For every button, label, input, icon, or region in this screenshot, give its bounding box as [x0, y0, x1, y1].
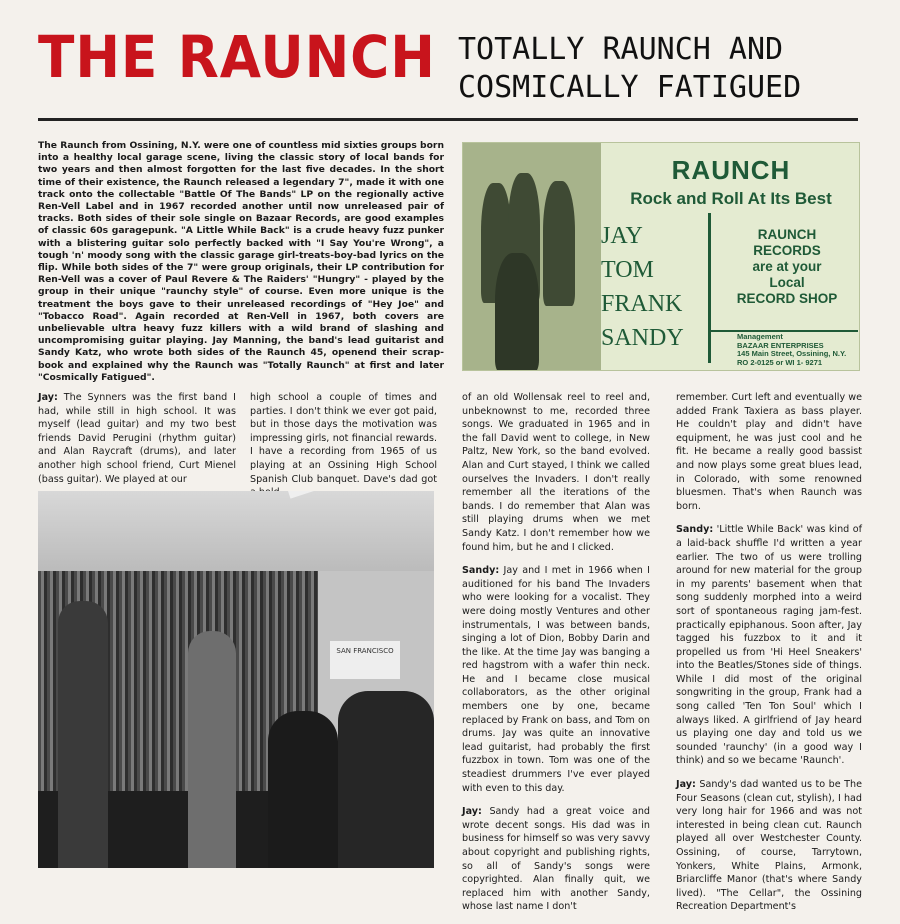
speaker-label: Sandy: — [462, 565, 500, 577]
interview-paragraph — [462, 391, 650, 554]
interview-paragraph — [462, 805, 650, 914]
ad-records-line: RECORDS — [753, 243, 821, 258]
column-1 — [38, 391, 236, 496]
ad-member-names — [601, 219, 713, 355]
speaker-label: Jay: — [462, 806, 482, 818]
subtitle-line-2: COSMICALLY FATIGUED — [458, 70, 802, 105]
ad-records-line: are at your — [752, 259, 822, 274]
subtitle-line-1: TOTALLY RAUNCH AND — [458, 32, 784, 67]
paragraph-text: remember. Curt left and eventually we added Frank Taxiera as bass player. He couldn't play and didn't have equipment, he was just cool and he fit. He became a really good bassist and now plays some great blues lead, in Colorado, with some renowned bluesmen. That's when Raunch was born. — [676, 392, 862, 512]
paragraph-text: 'Little While Back' was kind of a laid-back shuffle I'd written a year earlier. The two of us were trolling around for new material for the group in my parents' basement when that song suddenly morphed into a weird sort of spontaneous raging jam-fest. practically epiphanous. Soon after, Jay tagged his fuzzbox to it and it propelled us from 'Hi Heel Sneakers' into the Beatles/Stones side of things. While I did most of the original songwriting in the group, Frank had a song called 'Ten Ton Soul' which I always liked. A girlfriend of Jay heard us playing one day and told us we sounded 'raunchy' (in a good way I think) and so we became 'Raunch'. — [676, 524, 862, 767]
paragraph-text: Sandy's dad wanted us to be The Four Seasons (clean cut, stylish), I had very long hair for 1966 and was not interested in being clean cut. Raunch played all over Westchester County. Ossining, of course, Tarrytown, Yonkers, White Plains, Armonk, Briarcliffe Manor (that's where Sandy lived). "The Cellar", the Ossining Recreation Department's — [676, 779, 862, 913]
speaker-label: Jay: — [676, 779, 696, 791]
ad-divider — [708, 330, 858, 332]
article-subtitle — [458, 31, 868, 107]
speaker-label: Sandy: — [676, 524, 714, 536]
photo-wall-sign: SAN FRANCISCO — [330, 641, 400, 679]
ad-name: JAY — [601, 223, 643, 249]
ad-mgmt-line: BAZAAR ENTERPRISES — [737, 340, 824, 350]
paragraph-text: high school a couple of times and parties. I don't think we ever got paid, but in those days the motivation was impressing girls, not financial rewards. I have a recording from 1965 of us playing at an Ossining High School Spanish Club banquet. Dave's dad got — [250, 392, 437, 485]
paragraph-text: Jay and I met in 1966 when I auditioned for his band The Invaders who were looking for a vocalist. They were doing mostly Ventures and other instrumentals, I was between bands, singing a lot of Dion, Bobby Darin and the like. At the time Jay was banging a red hagstrom with a wafer thin neck. He and I became close musical collaborators, as the other original members one by one, became replaced by Frank on bass, and Tom on drums. Jay was quite an innovative lead guitarist, had probably the first fuzzbox in town. Tom was one of the steadiest drummers I've ever played with even to this day. — [462, 565, 650, 794]
ad-divider — [708, 213, 711, 363]
ad-records-line: RECORD SHOP — [736, 291, 838, 306]
ad-records-text — [715, 227, 859, 307]
band-live-photo — [38, 491, 434, 868]
ad-name: SANDY — [601, 325, 684, 351]
column-4 — [676, 391, 862, 924]
paragraph-text: of an old Wollensak reel to reel and, unbeknownst to me, recorded three songs. We graduated in 1965 and in the fall David went to college, in New Paltz, New York, so the band evolved. Alan and Curt stayed, I think we called ourselves the Invaders. I don't really remember all the iterations of the bands. I do remember that Alan was still playing drums when we met Sandy Katz. I don't remember how we found him, but he and I clicked. — [462, 392, 650, 553]
raunch-ad-clipping — [462, 142, 860, 371]
interview-paragraph — [676, 523, 862, 768]
ad-mgmt-line: RO 2-0125 or WI 1- 9271 — [737, 357, 823, 367]
ad-management-contact — [737, 333, 860, 367]
ad-name: FRANK — [601, 291, 683, 317]
band-ad-photo — [463, 143, 601, 371]
column-3 — [462, 391, 650, 924]
paragraph-text: Sandy had a great voice and wrote decent songs. His dad was in business for himself so was very savvy about copyright and publishing rights, so all of Sandy's songs were copyrighted. Alan finally quit, we replaced him with another Sandy, whose last name I don't — [462, 806, 650, 913]
ad-name: TOM — [601, 257, 654, 283]
interview-paragraph — [462, 564, 650, 795]
speaker-label: Jay: — [38, 392, 58, 403]
interview-paragraph — [676, 391, 862, 513]
interview-paragraph — [250, 391, 437, 500]
ad-records-line: Local — [769, 275, 805, 290]
band-title: THE RAUNCH — [38, 23, 436, 91]
ad-tagline: Rock and Roll At Its Best — [630, 189, 832, 208]
paragraph-text: The Synners was the first band I had, while still in high school. It was myself (lead guitar) and my two best friends David Perugini (rhythm guitar) and Alan Raycraft (drums), and later another high school friend, Curt Mienel (bass guitar). We played at our — [38, 392, 236, 485]
interview-paragraph — [38, 391, 236, 486]
ad-records-line: RAUNCH — [757, 227, 817, 242]
interview-paragraph — [676, 778, 862, 914]
header-rule — [38, 118, 858, 121]
ad-mgmt-line: Management — [737, 332, 783, 341]
ad-title: RAUNCH — [671, 155, 791, 185]
intro-paragraph: The Raunch from Ossining, N.Y. were one of countless mid sixties groups born into a healthy local garage scene, living the classic story of local bands for two years and then almost forgotten for the last five decades. In the short time of their existence, the Raunch released a legendary 7", made it with one track onto the collectable "Battle Of The Bands" LP on the regionally active Ren-Vell Label and in 1967 recorded another until now unreleased pair of tracks. Both sides of their sole single on Bazaar Records, are good examples of classic 60s garagepunk. "A Little While Back" is a crude heavy fuzz punker with a blistering guitar solo perfectly backed with "I Say You're Wrong", a tough 'n' moody song with the classic garage girl-treats-boy-bad lyrics on the flip. While both sides of the 7" were group originals, their LP contribution for Ren-Vell was a cover of Paul Revere & The Raiders' "Hungry" - played by the group in their unique "raunchy style" of course. Even more unique is the treatment the boys gave to their unreleased recordings of "Hey Joe" and "Tobacco Road". Again recorded at Ren-Vell in 1967, both covers are unbelievable ultra heavy fuzz killers with a wild brand of slashing and uncompromising guitar playing. Jay Manning, the band's lead guitarist and Sandy Katz, who wrote both sides of the Raunch 45, openend their scrap-book and explained why the Raunch was "Totally Raunch" at first and later "Cosmically Fatigued". — [38, 140, 444, 383]
ad-mgmt-line: 145 Main Street, Ossining, N.Y. — [737, 349, 847, 359]
